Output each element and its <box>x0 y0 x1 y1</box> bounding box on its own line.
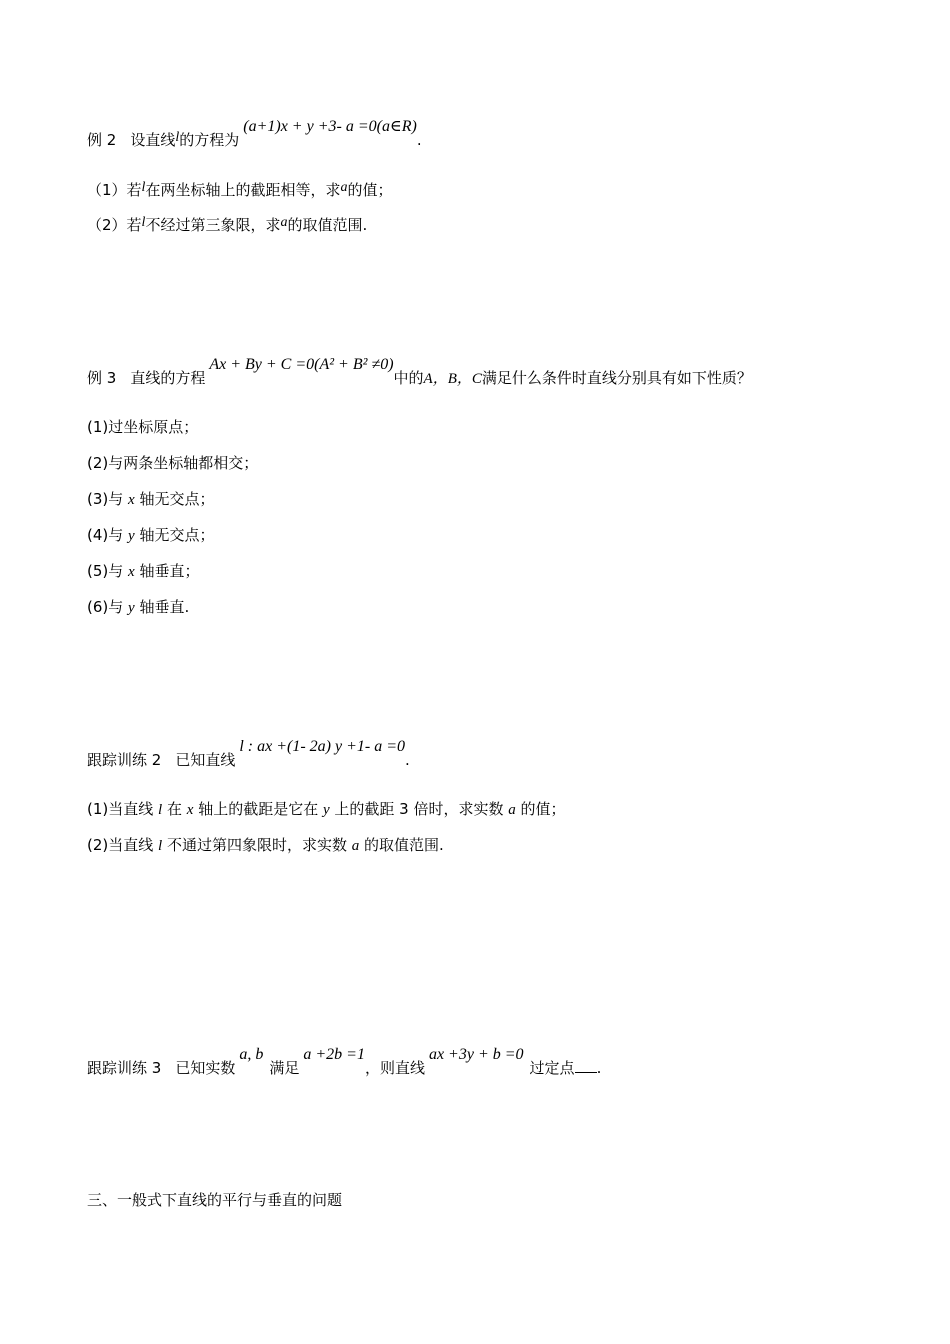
item-suffix: 轴无交点； <box>134 526 215 544</box>
training3-text-a: 已知实数 <box>175 1059 236 1077</box>
t2q1-a: (1)当直线 <box>87 800 159 818</box>
q1-prefix: （1）若 <box>87 181 142 199</box>
item-var: x <box>128 492 135 508</box>
t2q1-e: 的值； <box>515 800 566 818</box>
training3-text-d: 过定点 <box>529 1059 575 1077</box>
item-prefix: (3)与 <box>87 490 129 508</box>
training3-text-c: ，则直线 <box>364 1059 425 1077</box>
training2-label: 跟踪训练 2 <box>87 751 162 769</box>
example3-text-c: 满足什么条件时直线分别具有如下性质？ <box>481 369 752 387</box>
training3-text-b: 满足 <box>269 1059 300 1077</box>
t2q2-c: 的取值范围. <box>359 836 444 854</box>
item-var: x <box>128 564 135 580</box>
t2q2-a: (2)当直线 <box>87 836 159 854</box>
training2-equation: l : ax +(1- 2a) y +1- a =0 <box>239 738 406 755</box>
item-text: (2)与两条坐标轴都相交； <box>87 454 259 472</box>
t2q1-c: 轴上的截距是它在 <box>193 800 323 818</box>
example3-item-1 <box>87 417 198 437</box>
item-prefix: (4)与 <box>87 526 129 544</box>
t2q1-b: 在 <box>162 800 187 818</box>
example2-question-2 <box>87 215 367 237</box>
training3-line-equation: ax +3y + b =0 <box>428 1046 524 1063</box>
example2-end: . <box>416 131 422 149</box>
training2-text-a: 已知直线 <box>175 751 236 769</box>
q1-var-a: a <box>340 180 348 195</box>
example2-stem <box>87 118 422 152</box>
example3-item-4 <box>87 525 214 546</box>
training3-end: . <box>596 1059 602 1077</box>
training2-question-2 <box>87 835 444 856</box>
example3-item-5 <box>87 561 199 582</box>
example2-var-l: l <box>175 130 180 145</box>
example2-equation: (a+1)x + y +3- a =0(a∈R) <box>243 118 417 135</box>
answer-blank[interactable] <box>575 1058 597 1073</box>
example2-question-1 <box>87 180 392 202</box>
example2-text-b: 的方程为 <box>179 131 240 149</box>
item-suffix: 轴无交点； <box>134 490 215 508</box>
q2-var-a: a <box>280 215 288 230</box>
t2q1-y: y <box>322 802 330 818</box>
t2q1-l: l <box>158 802 163 818</box>
q1-mid: 在两坐标轴上的截距相等，求 <box>145 181 341 199</box>
training3-vars: a, b <box>239 1046 264 1063</box>
training3-condition: a +2b =1 <box>303 1046 365 1063</box>
q1-var-l: l <box>141 180 146 195</box>
section3-heading: 三、一般式下直线的平行与垂直的问题 <box>87 1191 343 1209</box>
q1-end: 的值； <box>347 181 393 199</box>
item-prefix: (5)与 <box>87 562 129 580</box>
example3-vars: A，B，C <box>423 371 482 387</box>
example2-label: 例 2 <box>87 131 117 149</box>
q2-end: 的取值范围. <box>287 216 368 234</box>
training2-end: . <box>405 751 410 769</box>
example3-item-6 <box>87 597 189 618</box>
training2-question-1 <box>87 799 566 820</box>
item-var: y <box>128 600 135 616</box>
q2-var-l: l <box>141 215 146 230</box>
item-prefix: (6)与 <box>87 598 129 616</box>
item-suffix: 轴垂直. <box>134 598 190 616</box>
t2q1-avar: a <box>508 802 516 818</box>
t2q2-l: l <box>158 838 163 854</box>
example3-text-b: 中的 <box>393 369 424 387</box>
example3-stem <box>87 356 752 389</box>
training3-stem <box>87 1046 602 1079</box>
example3-equation: Ax + By + C =0(A² + B² ≠0) <box>209 356 394 373</box>
q2-prefix: （2）若 <box>87 216 142 234</box>
example3-item-2 <box>87 453 258 473</box>
t2q2-b: 不通过第四象限时，求实数 <box>162 836 352 854</box>
example3-label: 例 3 <box>87 369 117 387</box>
q2-mid: 不经过第三象限，求 <box>145 216 281 234</box>
training2-stem <box>87 738 410 771</box>
example3-item-3 <box>87 489 214 510</box>
training3-label: 跟踪训练 3 <box>87 1059 162 1077</box>
example2-text-a: 设直线 <box>130 131 176 149</box>
t2q1-x: x <box>186 802 194 818</box>
t2q1-d: 上的截距 3 倍时，求实数 <box>329 800 509 818</box>
item-suffix: 轴垂直； <box>134 562 200 580</box>
item-text: (1)过坐标原点； <box>87 418 199 436</box>
t2q2-avar: a <box>351 838 360 854</box>
item-var: y <box>128 528 135 544</box>
example3-text-a: 直线的方程 <box>130 369 206 387</box>
